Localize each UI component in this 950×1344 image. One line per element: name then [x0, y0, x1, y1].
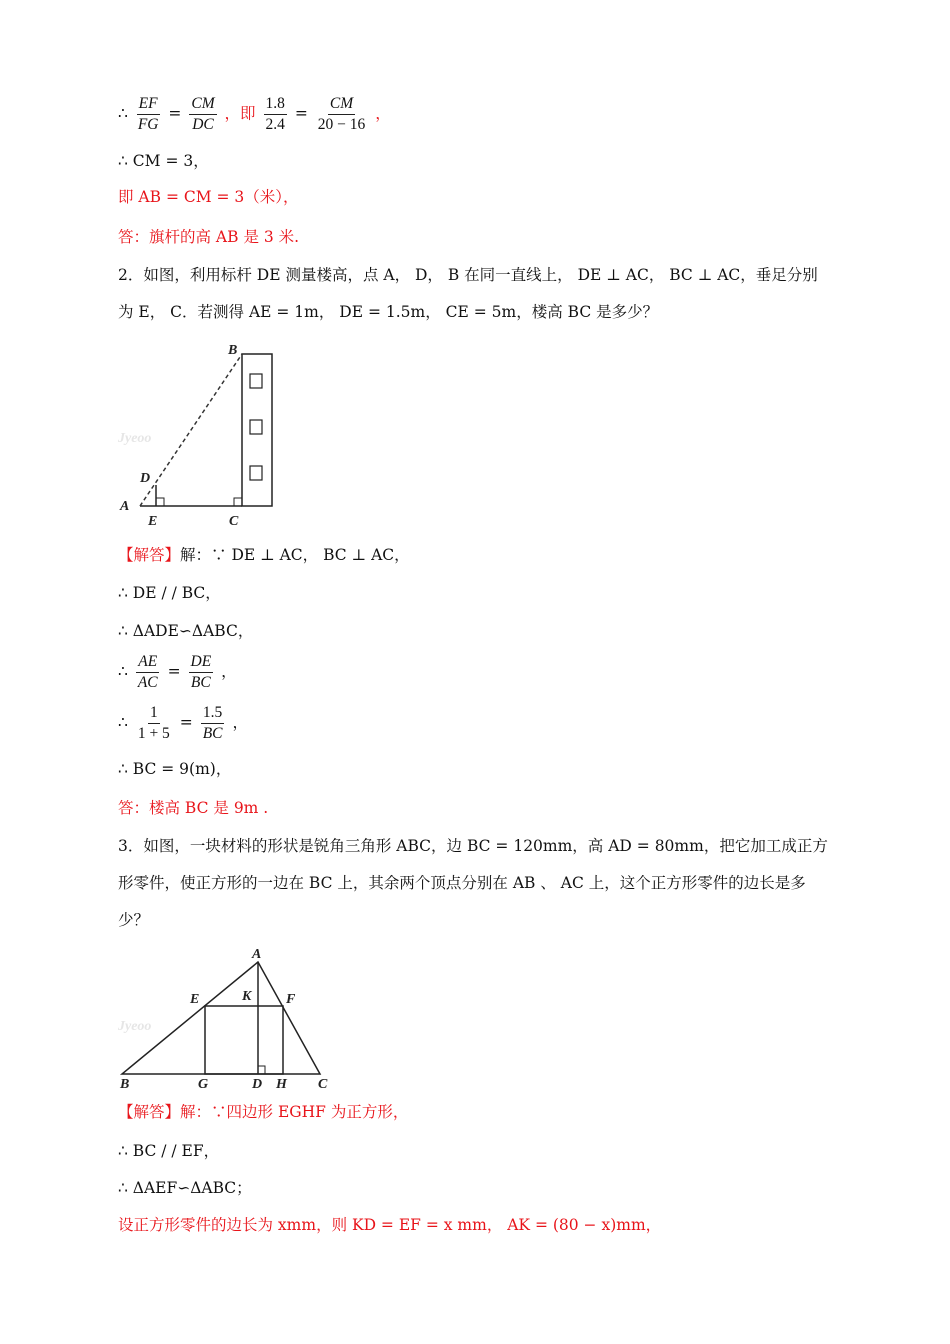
label-e: E [190, 992, 200, 1007]
q3-step-3: 设正方形零件的边长为 xmm，则 KD = EF = x mm， AK = (80 − x)mm， [118, 1216, 662, 1234]
fraction: $\frac{1.5}{BC}$ [202, 704, 223, 742]
top-answer: 答：旗杆的高 AB 是 3 米. [118, 228, 300, 246]
q2-step-4: ∴ $\frac{1}{1 + 5}$ = $\frac{1.5}{BC}$ ， [118, 704, 248, 742]
top-line-3: 即 AB = CM = 3（米）， [118, 188, 299, 206]
q2-step-3: ∴ $\frac{AE}{AC}$ = $\frac{DE}{BC}$ ， [118, 653, 237, 691]
fraction: $\frac{CM}{20 - 16}$ [317, 95, 366, 133]
top-line-1: ∴ $\frac{EF}{FG}$ = $\frac{CM}{DC}$ ，即 $\frac{1.8}{2.4}$ = $\frac{CM}{20 - 16}$ ， [118, 95, 391, 133]
label-b: B [120, 1077, 130, 1092]
label-c: C [229, 514, 239, 529]
window [250, 374, 262, 388]
top-line-2: ∴ CM = 3， [118, 152, 209, 170]
label-e: E [148, 514, 158, 529]
label-b: B [228, 343, 238, 358]
dashed-line-ab [140, 354, 242, 506]
label-g: G [198, 1077, 209, 1092]
label-a: A [252, 947, 262, 962]
q2-step-1: ∴ DE / / BC， [118, 584, 221, 602]
q3-text-line-2: 形零件，使正方形的一边在 BC 上，其余两个顶点分别在 AB 、 AC 上，这个正方形零件的边长是多 [118, 874, 806, 892]
q2-step-2: ∴ ΔADE∽ΔABC， [118, 622, 254, 640]
q3-step-2: ∴ ΔAEF∽ΔABC； [118, 1179, 252, 1197]
q2-watermark: Jyeoo [118, 431, 152, 446]
right-angle-mark [234, 498, 242, 506]
square-eghf [205, 1006, 283, 1074]
right-angle-mark [156, 498, 164, 506]
q3-solution-intro: 【解答】解：∵四边形 EGHF 为正方形， [118, 1103, 409, 1121]
fraction: $\frac{CM}{DC}$ [191, 95, 215, 133]
q2-figure [110, 336, 290, 532]
q3-figure [110, 940, 340, 1094]
fraction: $\frac{DE}{BC}$ [190, 653, 212, 691]
q2-text-line-1: 2．如图，利用标杆 DE 测量楼高，点 A， D， B 在同一直线上， DE ⊥ AC， BC ⊥ AC，垂足分别 [118, 266, 818, 284]
q3-watermark: Jyeoo [118, 1019, 152, 1034]
q2-text-line-2: 为 E， C．若测得 AE = 1m， DE = 1.5m， CE = 5m，楼高 BC 是多少？ [118, 303, 659, 321]
label-d: D [140, 471, 151, 486]
q2-step-5: ∴ BC = 9(m)， [118, 760, 232, 778]
label-d: D [252, 1077, 263, 1092]
fraction: $\frac{AE}{AC}$ [137, 653, 158, 691]
label-k: K [242, 989, 252, 1004]
fraction: $\frac{1.8}{2.4}$ [265, 95, 285, 133]
building [242, 354, 272, 506]
fraction: $\frac{1}{1 + 5}$ [137, 704, 170, 742]
window [250, 466, 262, 480]
triangle-abc [122, 962, 320, 1074]
q2-answer: 答：楼高 BC 是 9m . [118, 799, 269, 817]
label-a: A [120, 499, 130, 514]
label-c: C [318, 1077, 328, 1092]
q3-step-1: ∴ BC / / EF， [118, 1142, 220, 1160]
right-angle-mark [258, 1066, 265, 1074]
label-f: F [286, 992, 296, 1007]
label-h: H [276, 1077, 287, 1092]
fraction: $\frac{EF}{FG}$ [137, 95, 159, 133]
q2-solution-intro: 【解答】解：∵ DE ⊥ AC， BC ⊥ AC， [118, 546, 410, 564]
q3-text-line-3: 少？ [118, 911, 150, 929]
q3-text-line-1: 3．如图，一块材料的形状是锐角三角形 ABC，边 BC = 120mm，高 AD = 80mm，把它加工成正方 [118, 837, 828, 855]
window [250, 420, 262, 434]
